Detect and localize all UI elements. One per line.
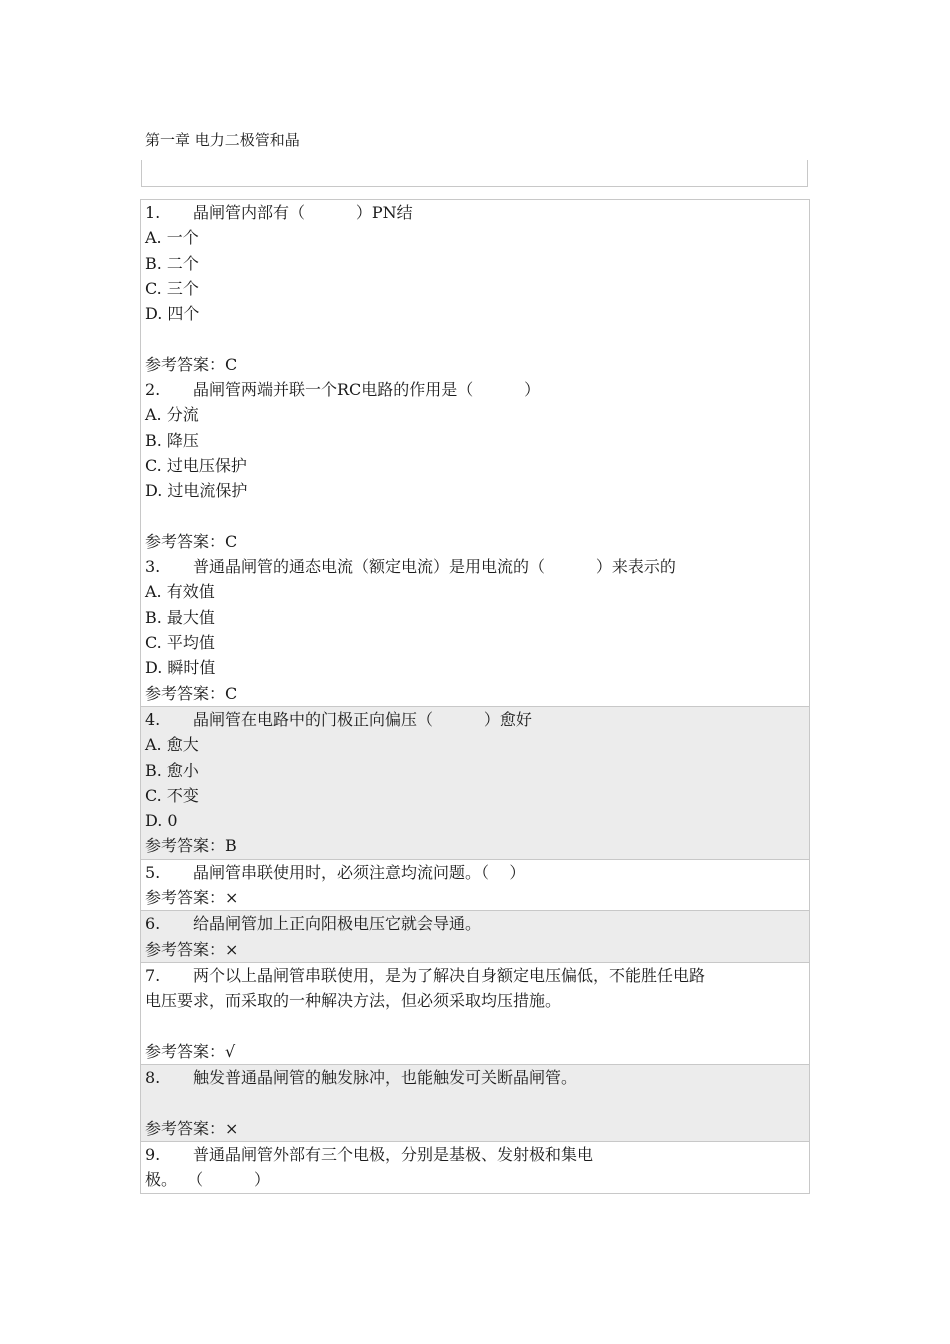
question-text: 晶闸管在电路中的门极正向偏压（ ）愈好 xyxy=(193,709,532,729)
option-a: A. 分流 xyxy=(145,405,199,425)
option-d: D. 瞬时值 xyxy=(145,658,216,678)
option-b: B. 愈小 xyxy=(145,760,199,780)
question-line xyxy=(145,1065,809,1090)
answer: 参考答案：× xyxy=(145,888,239,908)
page-title: 第一章 电力二极管和晶 xyxy=(145,131,300,149)
option-b: B. 二个 xyxy=(145,253,199,273)
answer: 参考答案：× xyxy=(145,1118,239,1138)
option-c: C. 不变 xyxy=(145,785,199,805)
question-block-6 xyxy=(141,910,809,962)
answer: 参考答案：C xyxy=(145,354,238,374)
question-number: 1. xyxy=(145,203,161,222)
question-line xyxy=(145,963,809,988)
question-number: 7. xyxy=(145,965,161,985)
question-block-7 xyxy=(141,962,809,1064)
question-line xyxy=(145,200,809,225)
question-number: 3. xyxy=(145,557,161,577)
option-c: C. 三个 xyxy=(145,278,199,298)
question-line xyxy=(145,1142,809,1167)
empty-header-box xyxy=(141,160,808,187)
option-c: C. 平均值 xyxy=(145,633,215,653)
option-b: B. 最大值 xyxy=(145,607,215,627)
option-a: A. 一个 xyxy=(145,228,199,248)
option-b: B. 降压 xyxy=(145,430,199,450)
option-a: A. 愈大 xyxy=(145,735,199,755)
question-text: 给晶闸管加上正向阳极电压它就会导通。 xyxy=(193,914,482,934)
question-number: 8. xyxy=(145,1068,161,1088)
option-d: D. 过电流保护 xyxy=(145,481,248,501)
option-c: C. 过电压保护 xyxy=(145,455,247,475)
question-line xyxy=(145,707,809,732)
question-text: 触发普通晶闸管的触发脉冲，也能触发可关断晶闸管。 xyxy=(193,1068,578,1088)
question-block-1 xyxy=(141,200,809,706)
question-text: 普通晶闸管的通态电流（额定电流）是用电流的（ ）来表示的 xyxy=(193,557,676,577)
answer: 参考答案：× xyxy=(145,939,239,959)
question-text: 晶闸管内部有（ ）PN结 xyxy=(193,203,413,222)
question-text: 普通晶闸管外部有三个电极，分别是基极、发射极和集电 xyxy=(193,1144,594,1164)
question-text: 两个以上晶闸管串联使用，是为了解决自身额定电压偏低，不能胜任电路 xyxy=(193,965,706,985)
question-number: 4. xyxy=(145,709,161,729)
answer: 参考答案：C xyxy=(145,531,238,551)
question-number: 9. xyxy=(145,1144,161,1164)
question-line xyxy=(145,860,809,885)
question-text-continued: 极。 （ ） xyxy=(145,1170,271,1190)
question-block-4 xyxy=(141,706,809,859)
answer: 参考答案：√ xyxy=(145,1041,236,1061)
question-text: 晶闸管串联使用时，必须注意均流问题。（ ） xyxy=(193,862,526,882)
question-number: 6. xyxy=(145,914,161,934)
question-number: 2. xyxy=(145,380,161,400)
question-line xyxy=(145,554,809,579)
question-block-8 xyxy=(141,1064,809,1141)
question-table xyxy=(140,199,810,1194)
option-d: D. 0 xyxy=(145,811,178,831)
question-text: 晶闸管两端并联一个RC电路的作用是（ ） xyxy=(193,380,541,400)
question-line xyxy=(145,911,809,936)
question-block-9 xyxy=(141,1141,809,1193)
question-number: 5. xyxy=(145,862,161,882)
question-text-continued: 电压要求，而采取的一种解决方法，但必须采取均压措施。 xyxy=(145,991,562,1011)
option-a: A. 有效值 xyxy=(145,582,215,602)
question-block-5 xyxy=(141,859,809,911)
answer: 参考答案：B xyxy=(145,836,237,856)
option-d: D. 四个 xyxy=(145,304,200,324)
question-line xyxy=(145,377,809,402)
answer: 参考答案：C xyxy=(145,683,238,703)
